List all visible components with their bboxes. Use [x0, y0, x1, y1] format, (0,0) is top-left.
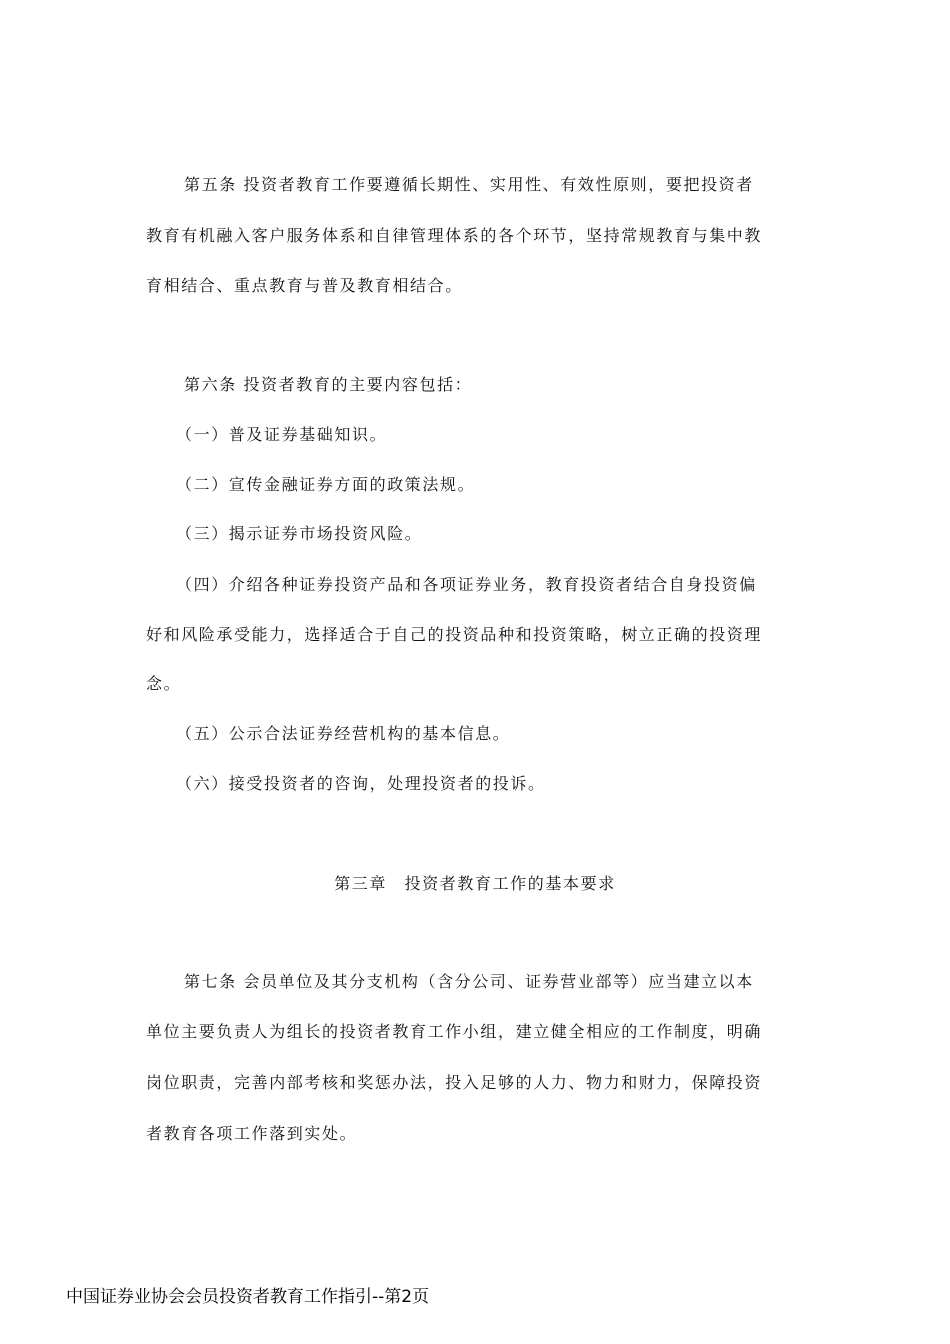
article-6-item-6: （六）接受投资者的咨询，处理投资者的投诉。: [176, 774, 546, 793]
article-6-item-4-line-1: （四）介绍各种证券投资产品和各项证券业务，教育投资者结合自身投资偏: [176, 575, 757, 594]
article-5-line-2: 教育有机融入客户服务体系和自律管理体系的各个环节，坚持常规教育与集中教: [146, 226, 763, 245]
article-6-item-5: （五）公示合法证券经营机构的基本信息。: [176, 724, 511, 743]
article-7-line-2: 单位主要负责人为组长的投资者教育工作小组，建立健全相应的工作制度，明确: [146, 1022, 763, 1041]
article-5-line-3: 育相结合、重点教育与普及教育相结合。: [146, 276, 463, 295]
article-7-line-4: 者教育各项工作落到实处。: [146, 1124, 358, 1143]
article-7-line-1: 第七条 会员单位及其分支机构（含分公司、证券营业部等）应当建立以本: [184, 972, 754, 991]
article-6-item-1: （一）普及证券基础知识。: [176, 425, 388, 444]
article-7-line-3: 岗位职责，完善内部考核和奖惩办法，投入足够的人力、物力和财力，保障投资: [146, 1073, 763, 1092]
chapter-3-title: 第三章 投资者教育工作的基本要求: [334, 874, 616, 893]
article-6-item-3: （三）揭示证券市场投资风险。: [176, 524, 423, 543]
article-6-item-2: （二）宣传金融证券方面的政策法规。: [176, 475, 476, 494]
page-footer: 中国证券业协会会员投资者教育工作指引--第2页: [66, 1287, 430, 1307]
article-6-item-4-line-3: 念。: [146, 674, 182, 693]
article-6-item-4-line-2: 好和风险承受能力，选择适合于自己的投资品种和投资策略，树立正确的投资理: [146, 625, 763, 644]
article-6-intro: 第六条 投资者教育的主要内容包括：: [184, 375, 473, 394]
article-5-line-1: 第五条 投资者教育工作要遵循长期性、实用性、有效性原则，要把投资者: [184, 175, 754, 194]
